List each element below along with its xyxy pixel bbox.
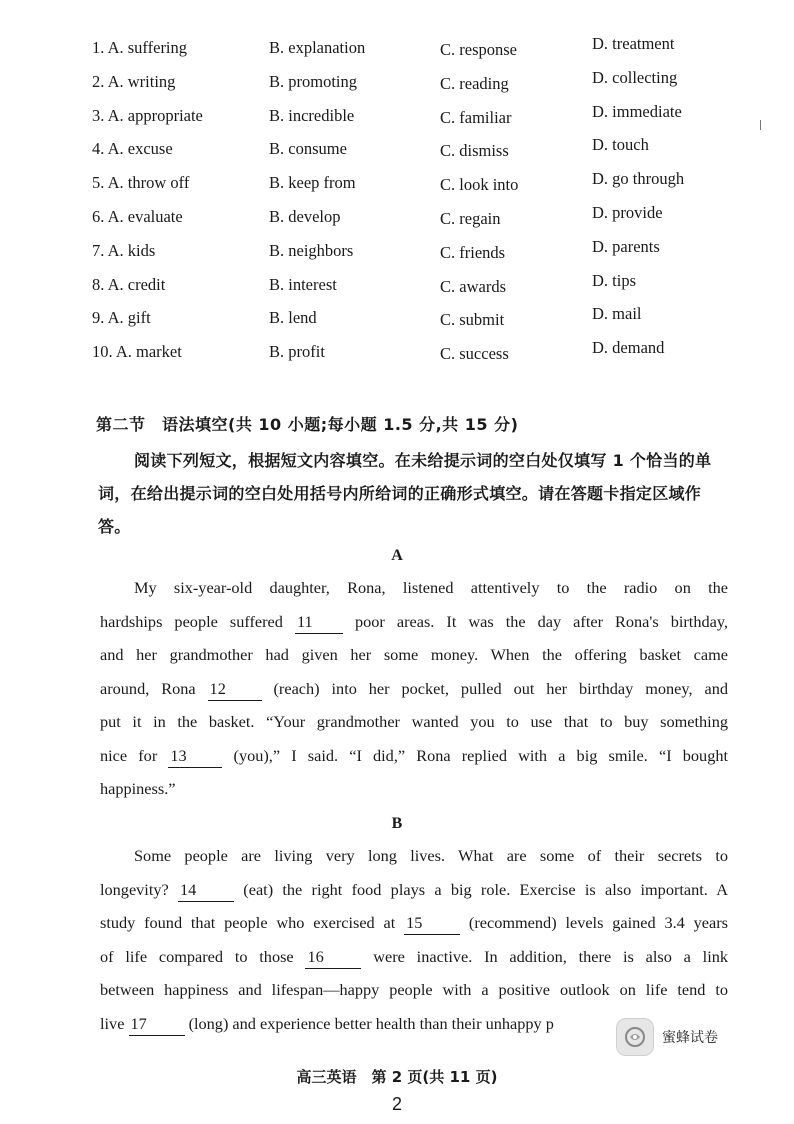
passage-b-title: B xyxy=(391,815,403,832)
option-a: 3. A. appropriate xyxy=(92,105,203,125)
scan-mark xyxy=(760,120,761,130)
option-row xyxy=(92,270,732,309)
section-instructions: 阅读下列短文，根据短文内容填空。在未给提示词的空白处仅填写 1 个恰当的单词，在给出提示词的空白处用括号内所给词的正确形式填空。请在答题卡指定区域作答。 xyxy=(98,451,712,536)
passage-line xyxy=(100,739,728,773)
option-a: 9. A. gift xyxy=(92,308,151,328)
passage-line xyxy=(100,940,728,974)
option-a: 10. A. market xyxy=(92,342,182,362)
option-a: 2. A. writing xyxy=(92,71,176,91)
section-heading: 第二节 语法填空(共 10 小题;每小题 1.5 分,共 15 分) xyxy=(96,415,519,434)
option-c: C. regain xyxy=(440,208,501,228)
blank-14[interactable]: 14 xyxy=(178,879,234,902)
option-row xyxy=(92,338,732,376)
blank-17[interactable]: 17 xyxy=(129,1013,185,1036)
option-c: C. success xyxy=(440,344,509,364)
passage-line xyxy=(100,906,728,940)
watermark xyxy=(614,1016,724,1058)
option-a: 4. A. excuse xyxy=(92,139,173,159)
option-d: D. provide xyxy=(592,202,663,222)
passage-a-title: A xyxy=(391,547,403,564)
option-c: C. awards xyxy=(440,276,506,296)
option-b: B. profit xyxy=(269,342,325,362)
option-a: 7. A. kids xyxy=(92,240,156,260)
option-row xyxy=(92,236,732,275)
option-row xyxy=(92,34,732,72)
blank-13[interactable]: 13 xyxy=(168,745,222,768)
blank-12[interactable]: 12 xyxy=(208,678,262,701)
watermark-text: 蜜蜂试卷 xyxy=(662,1030,718,1046)
option-a: 5. A. throw off xyxy=(92,173,190,193)
option-d: D. collecting xyxy=(592,67,678,87)
text-segment: nice for xyxy=(100,745,158,765)
page-number: 2 xyxy=(391,1094,402,1114)
answer-options xyxy=(92,34,732,376)
passage-line: put it in the basket. “Your grandmother wanted you to use that to buy something xyxy=(100,712,728,731)
option-d: D. go through xyxy=(592,169,685,189)
option-row xyxy=(92,202,732,241)
option-b: B. keep from xyxy=(269,173,356,193)
blank-16[interactable]: 16 xyxy=(305,946,361,969)
text-segment: live xyxy=(100,1013,125,1033)
text-segment: were inactive. In addition, there is also a link xyxy=(373,946,728,966)
text-segment: (recommend) levels gained 3.4 years xyxy=(468,913,728,932)
option-b: B. lend xyxy=(269,308,317,328)
option-c: C. submit xyxy=(440,310,505,330)
passage-line: happiness.” xyxy=(100,779,176,798)
option-b: B. develop xyxy=(269,206,341,226)
option-b: B. promoting xyxy=(269,71,358,91)
text-segment: (you),” I said. “I did,” Rona replied with a big smile. “I bought xyxy=(233,745,728,765)
text-segment: hardships people suffered xyxy=(100,611,283,631)
option-a: 8. A. credit xyxy=(92,274,166,294)
option-d: D. mail xyxy=(592,304,642,324)
passage-line xyxy=(100,873,728,907)
option-row xyxy=(92,304,732,342)
bee-logo-icon xyxy=(616,1018,654,1056)
option-row xyxy=(92,101,732,140)
text-segment: longevity? xyxy=(100,879,169,899)
option-c: C. look into xyxy=(440,175,519,195)
passage-line xyxy=(100,605,728,639)
option-d: D. demand xyxy=(592,338,665,358)
text-segment: study found that people who exercised at xyxy=(100,913,396,932)
option-d: D. touch xyxy=(592,135,649,155)
option-row xyxy=(92,135,732,173)
option-c: C. dismiss xyxy=(440,141,509,161)
passage-line: between happiness and lifespan—happy people with a positive outlook on life tend to xyxy=(100,980,728,999)
option-row xyxy=(92,169,732,207)
option-b: B. incredible xyxy=(269,105,355,125)
text-segment: around, Rona xyxy=(100,678,196,698)
option-b: B. consume xyxy=(269,139,347,159)
blank-11[interactable]: 11 xyxy=(295,611,343,634)
option-d: D. immediate xyxy=(592,101,682,121)
text-segment: (eat) the right food plays a big role. Exercise is also important. A xyxy=(243,879,729,899)
option-d: D. parents xyxy=(592,236,660,256)
passage-line: My six-year-old daughter, Rona, listened attentively to the radio on the xyxy=(134,578,728,597)
passage-line: and her grandmother had given her some money. When the offering basket came xyxy=(100,645,728,664)
text-segment: poor areas. It was the day after Rona's birthday, xyxy=(354,611,728,631)
option-a: 6. A. evaluate xyxy=(92,206,183,226)
text-segment: (long) and experience better health than their unhappy p xyxy=(188,1013,554,1033)
text-segment: (reach) into her pocket, pulled out her birthday money, and xyxy=(273,678,729,698)
option-row xyxy=(92,67,732,106)
option-d: D. tips xyxy=(592,270,637,290)
blank-15[interactable]: 15 xyxy=(404,912,460,935)
option-b: B. interest xyxy=(269,274,337,294)
option-c: C. response xyxy=(440,40,517,59)
page-footer: 高三英语 第 2 页(共 11 页) xyxy=(296,1068,498,1086)
passage-b xyxy=(100,839,728,1040)
option-a: 1. A. suffering xyxy=(92,38,188,57)
option-d: D. treatment xyxy=(592,34,675,53)
passage-a xyxy=(100,571,728,806)
passage-line xyxy=(100,1007,620,1041)
passage-line: Some people are living very long lives. What are some of their secrets to xyxy=(134,846,728,865)
passage-line xyxy=(100,672,728,706)
text-segment: of life compared to those xyxy=(100,946,294,966)
option-b: B. neighbors xyxy=(269,240,354,260)
option-c: C. friends xyxy=(440,242,506,262)
option-c: C. reading xyxy=(440,73,509,93)
option-c: C. familiar xyxy=(440,107,512,127)
option-b: B. explanation xyxy=(269,38,366,57)
